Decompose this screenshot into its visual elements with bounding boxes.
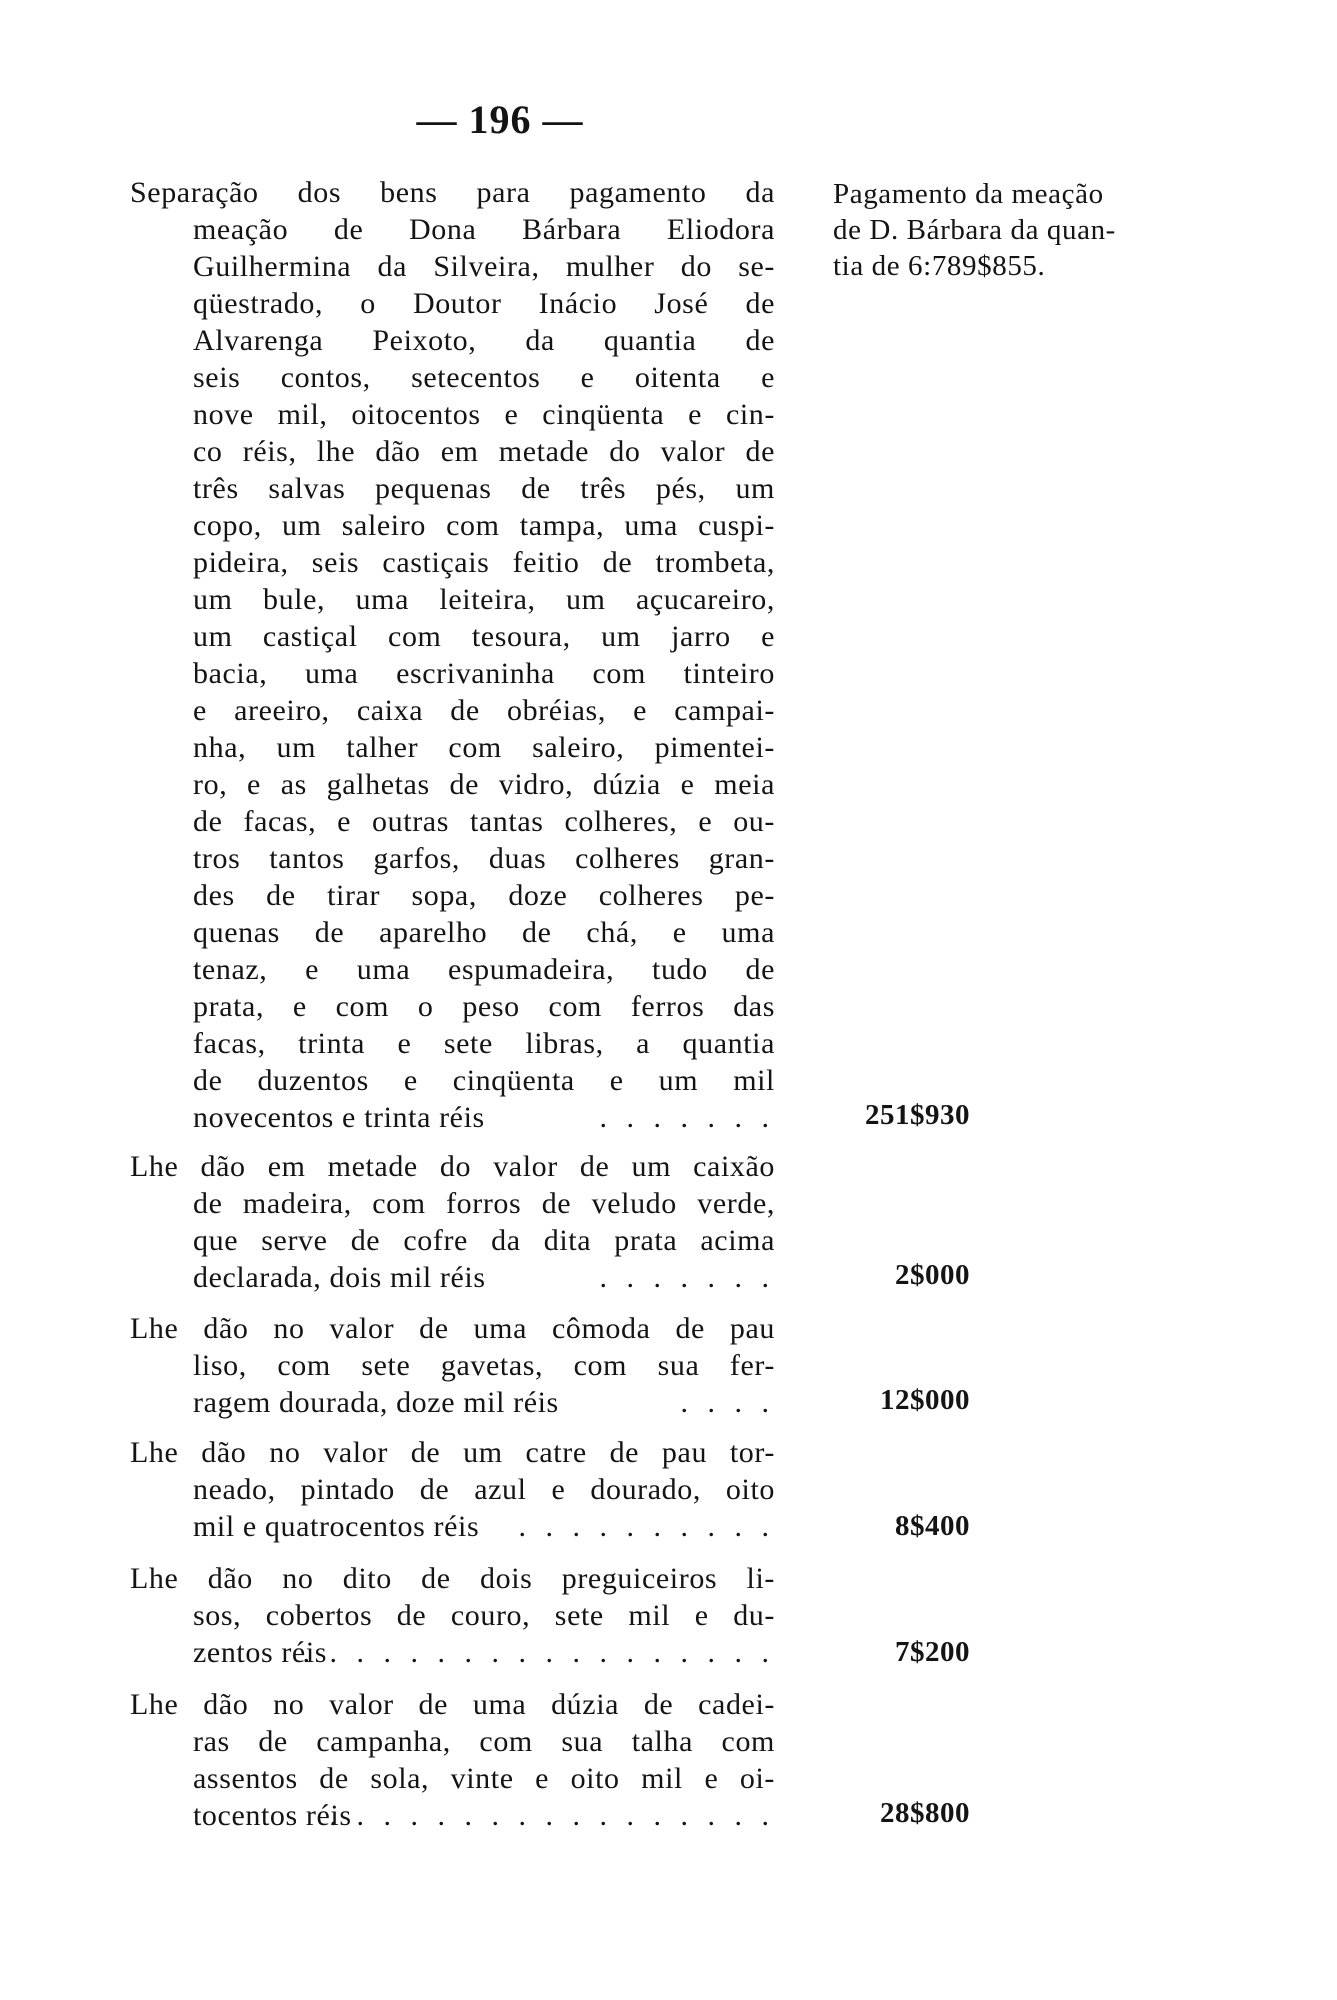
entry-line: nha, um talher com saleiro, pimentei- bbox=[193, 731, 775, 764]
entry-line: que serve de cofre da dita prata acima bbox=[193, 1224, 775, 1257]
entry-line: e areeiro, caixa de obréias, e campai- bbox=[193, 694, 775, 727]
entry-line: bacia, uma escrivaninha com tinteiro bbox=[193, 657, 775, 690]
entry-line bbox=[130, 1099, 775, 1136]
marginal-note-line: tia de 6:789$855. bbox=[833, 250, 1046, 282]
leader-dots: . . . . . . . . . . . . . . . . . bbox=[329, 1799, 775, 1832]
entry-line: Lhe dão no dito de dois preguiceiros li- bbox=[130, 1562, 775, 1595]
entry-line: um castiçal com tesoura, um jarro e bbox=[193, 620, 775, 653]
entry-line bbox=[130, 1634, 775, 1671]
entry-line: des de tirar sopa, doze colheres pe- bbox=[193, 879, 775, 912]
entry-line-text: tocentos réis bbox=[193, 1799, 352, 1832]
entry-line: Guilhermina da Silveira, mulher do se- bbox=[193, 250, 775, 283]
entry-line: Lhe dão no valor de uma cômoda de pau bbox=[130, 1312, 775, 1345]
entry-line bbox=[130, 1508, 775, 1545]
entry-line: sos, cobertos de couro, sete mil e du- bbox=[193, 1599, 775, 1632]
inventory-entry bbox=[130, 1310, 775, 1421]
entry-line: neado, pintado de azul e dourado, oito bbox=[193, 1473, 775, 1506]
entry-line-text: mil e quatrocentos réis bbox=[193, 1510, 480, 1543]
leader-dots: . . . . bbox=[680, 1386, 775, 1419]
entry-amount: 2$000 bbox=[895, 1259, 970, 1291]
page-number: — 196 — bbox=[416, 97, 584, 142]
entry-line: tros tantos garfos, duas colheres gran- bbox=[193, 842, 775, 875]
entry-line: Separação dos bens para pagamento da bbox=[130, 176, 775, 209]
entry-line bbox=[130, 1259, 775, 1296]
entry-line-text: novecentos e trinta réis bbox=[193, 1101, 485, 1134]
entry-line: de madeira, com forros de veludo verde, bbox=[193, 1187, 775, 1220]
entry-amount: 12$000 bbox=[880, 1384, 970, 1416]
entry-line bbox=[130, 1384, 775, 1421]
entry-line: ras de campanha, com sua talha com bbox=[193, 1725, 775, 1758]
entry-line: tenaz, e uma espumadeira, tudo de bbox=[193, 953, 775, 986]
entry-line-text: declarada, dois mil réis bbox=[193, 1261, 486, 1294]
entry-line: pideira, seis castiçais feitio de trombeta, bbox=[193, 546, 775, 579]
entry-amount: 8$400 bbox=[895, 1510, 970, 1542]
inventory-entry bbox=[130, 1434, 775, 1545]
marginal-note-line: Pagamento da meação bbox=[833, 178, 1104, 210]
entry-line: três salvas pequenas de três pés, um bbox=[193, 472, 775, 505]
entry-line: de duzentos e cinqüenta e um mil bbox=[193, 1064, 775, 1097]
leader-dots: . . . . . . . bbox=[599, 1101, 775, 1134]
entry-line-text: ragem dourada, doze mil réis bbox=[193, 1386, 559, 1419]
inventory-entry bbox=[130, 1560, 775, 1671]
entry-line: Lhe dão no valor de uma dúzia de cadei- bbox=[130, 1688, 775, 1721]
inventory-entry bbox=[130, 1686, 775, 1834]
entry-line: qüestrado, o Doutor Inácio José de bbox=[193, 287, 775, 320]
entry-line: de facas, e outras tantas colheres, e ou- bbox=[193, 805, 775, 838]
entry-line: Alvarenga Peixoto, da quantia de bbox=[193, 324, 775, 357]
entry-line: nove mil, oitocentos e cinqüenta e cin- bbox=[193, 398, 775, 431]
entry-line bbox=[130, 1797, 775, 1834]
inventory-entry bbox=[130, 174, 775, 1136]
leader-dots: . . . . . . . . . . bbox=[518, 1510, 775, 1543]
leader-dots: . . . . . . . . . . . . . . . . . . bbox=[302, 1636, 775, 1669]
entry-amount: 7$200 bbox=[895, 1636, 970, 1668]
entry-line: liso, com sete gavetas, com sua fer- bbox=[193, 1349, 775, 1382]
entry-line: quenas de aparelho de chá, e uma bbox=[193, 916, 775, 949]
entry-line: assentos de sola, vinte e oito mil e oi- bbox=[193, 1762, 775, 1795]
entry-line: prata, e com o peso com ferros das bbox=[193, 990, 775, 1023]
inventory-entry bbox=[130, 1148, 775, 1296]
entry-line: Lhe dão no valor de um catre de pau tor- bbox=[130, 1436, 775, 1469]
entry-line: facas, trinta e sete libras, a quantia bbox=[193, 1027, 775, 1060]
entry-line: um bule, uma leiteira, um açucareiro, bbox=[193, 583, 775, 616]
entry-line-text: zentos réis bbox=[193, 1636, 328, 1669]
entry-amount: 251$930 bbox=[865, 1099, 970, 1131]
entry-line: copo, um saleiro com tampa, uma cuspi- bbox=[193, 509, 775, 542]
entry-line: seis contos, setecentos e oitenta e bbox=[193, 361, 775, 394]
marginal-note bbox=[833, 176, 1163, 284]
entry-line: Lhe dão em metade do valor de um caixão bbox=[130, 1150, 775, 1183]
marginal-note-line: de D. Bárbara da quan- bbox=[833, 214, 1116, 246]
entry-line: co réis, lhe dão em metade do valor de bbox=[193, 435, 775, 468]
entry-line: ro, e as galhetas de vidro, dúzia e meia bbox=[193, 768, 775, 801]
entry-line: meação de Dona Bárbara Eliodora bbox=[193, 213, 775, 246]
entry-amount: 28$800 bbox=[880, 1797, 970, 1829]
leader-dots: . . . . . . . bbox=[599, 1261, 775, 1294]
